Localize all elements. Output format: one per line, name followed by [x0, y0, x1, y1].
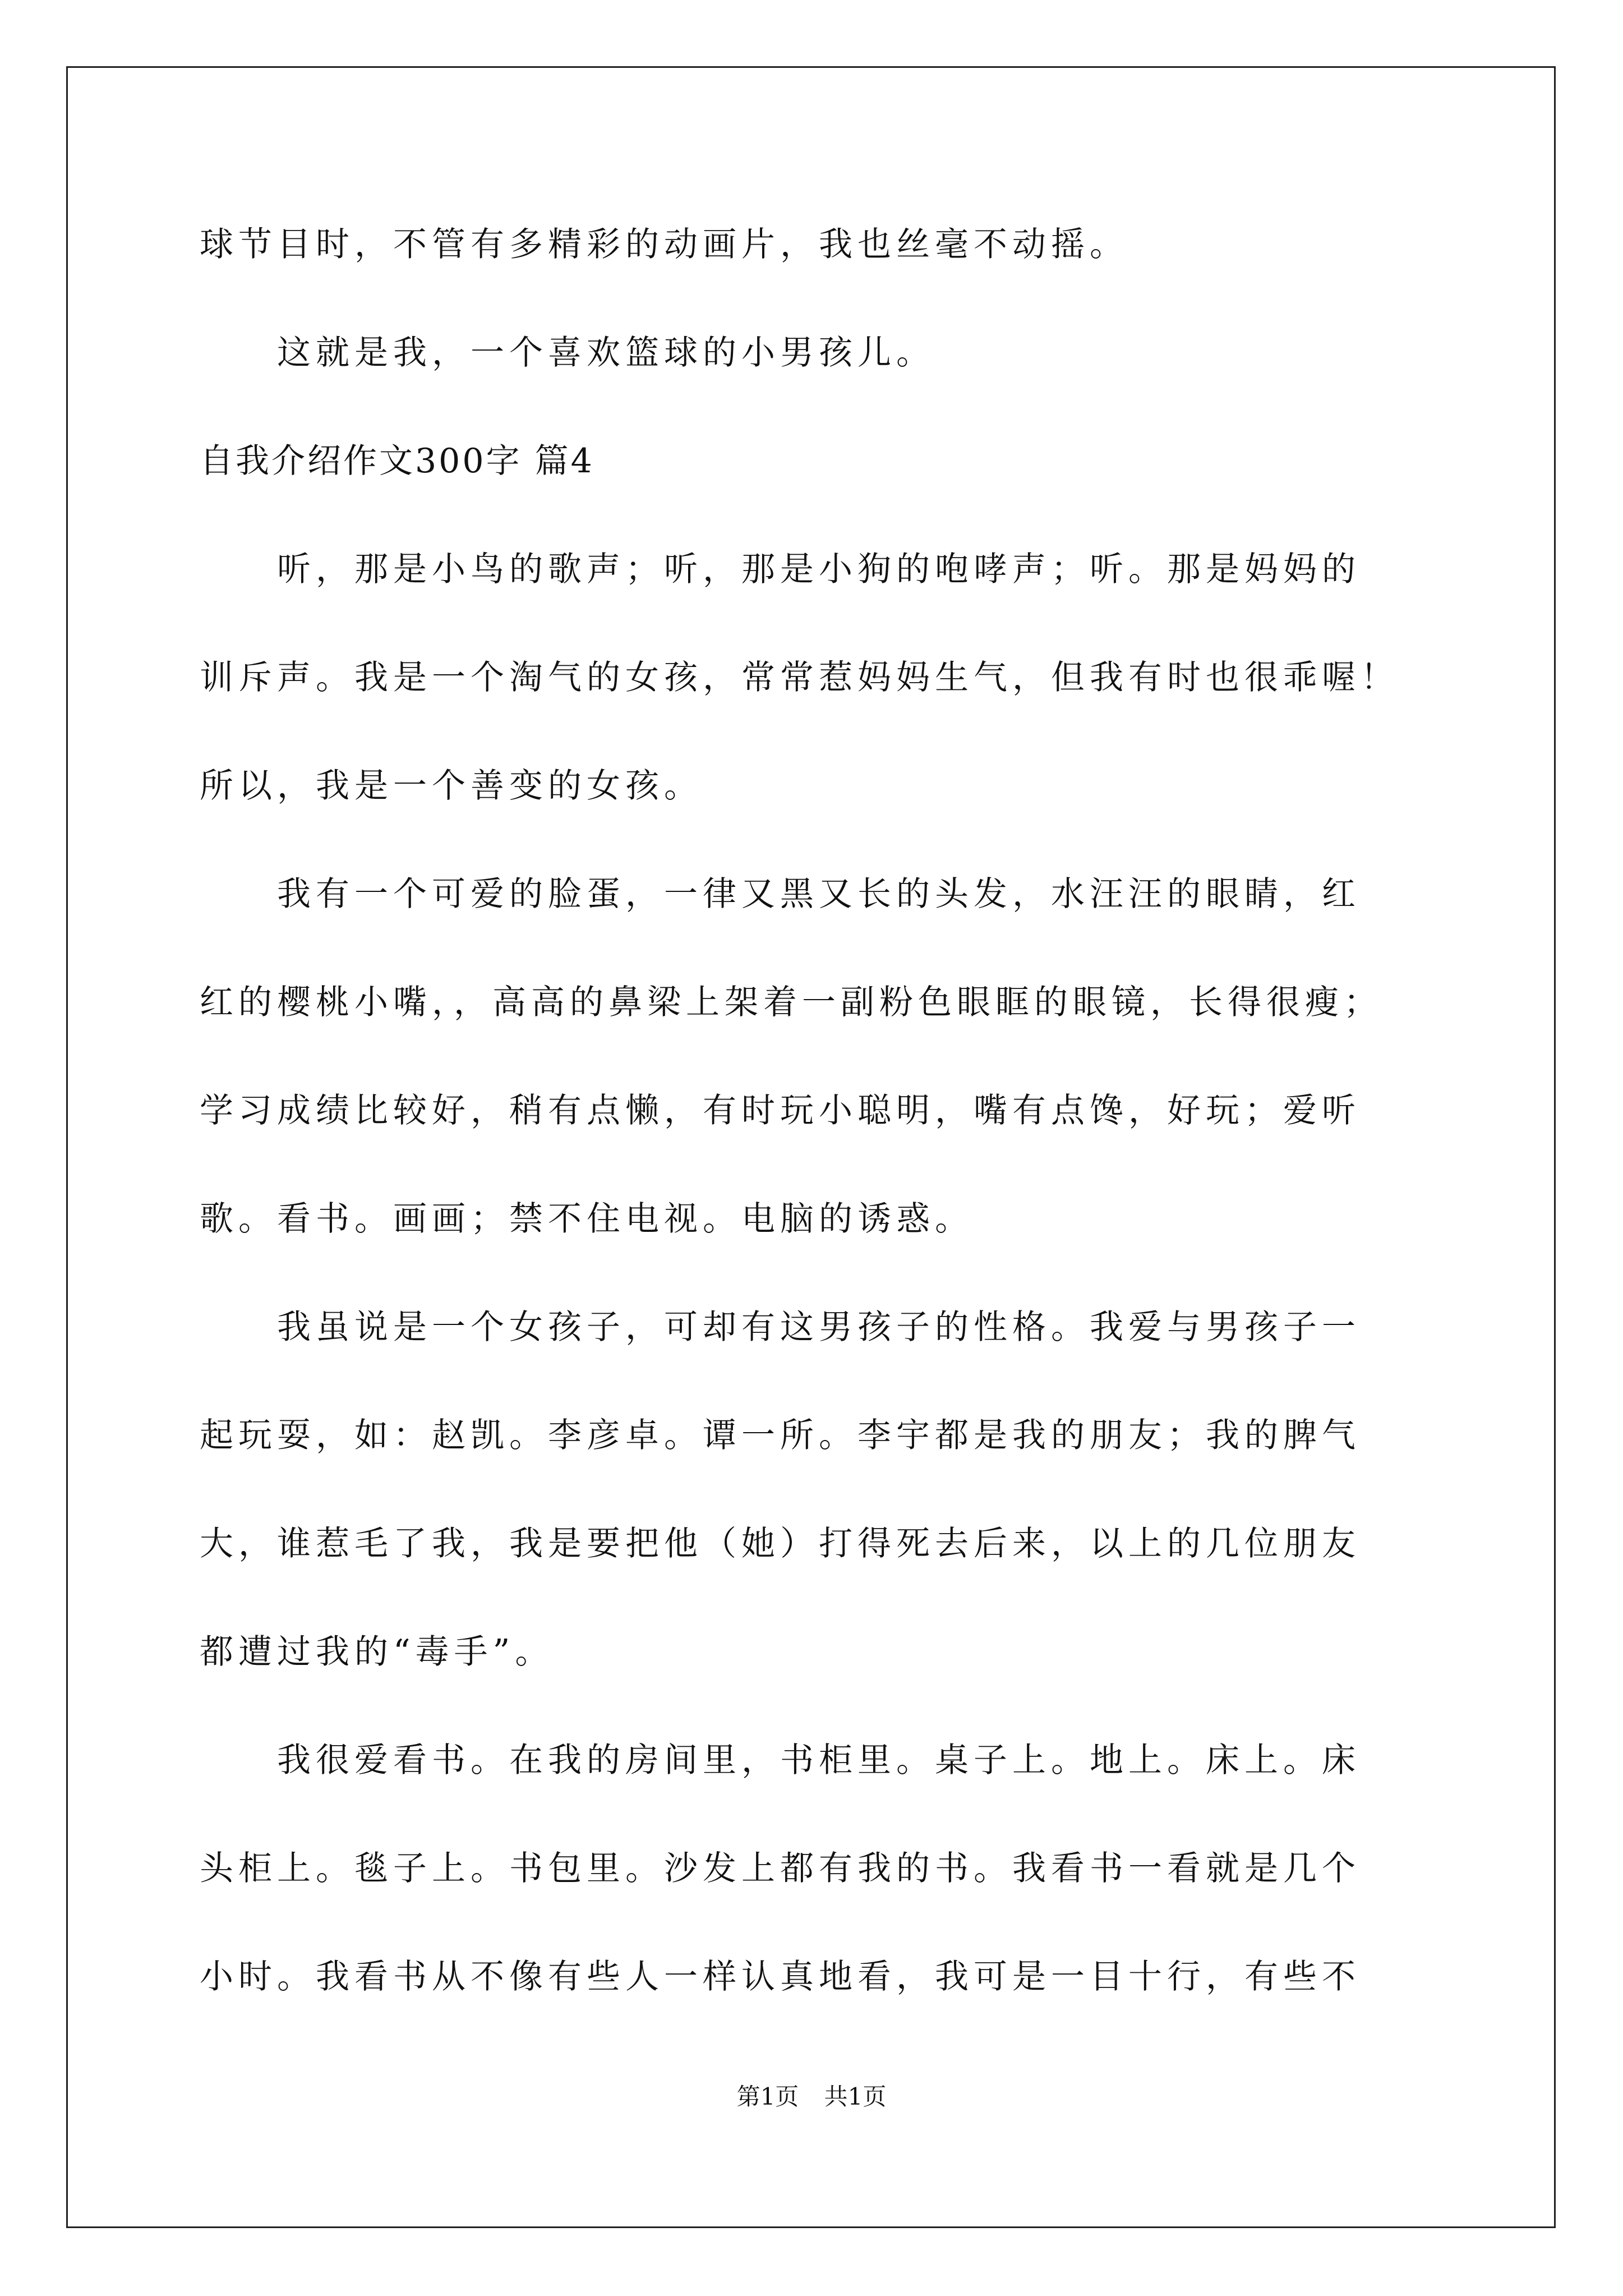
body-text-line: 我虽说是一个女孩子，可却有这男孩子的性格。我爱与男孩子一: [277, 1308, 1361, 1347]
body-text-line: 这就是我，一个喜欢篮球的小男孩儿。: [277, 333, 935, 372]
page-footer: [0, 2078, 1623, 2112]
body-text-line: 头柜上。毯子上。书包里。沙发上都有我的书。我看书一看就是几个: [200, 1849, 1361, 1888]
body-text-line: 球节目时，不管有多精彩的动画片，我也丝毫不动摇。: [200, 225, 1128, 264]
body-text-line: 红的樱桃小嘴，，高高的鼻梁上架着一副粉色眼眶的眼镜，长得很瘦；: [200, 983, 1382, 1022]
body-text-line: 所以，我是一个善变的女孩。: [200, 766, 703, 806]
body-text-line: 歌。看书。画画；禁不住电视。电脑的诱惑。: [200, 1199, 974, 1239]
body-text-line: 训斥声。我是一个淘气的女孩，常常惹妈妈生气，但我有时也很乖喔！: [200, 658, 1399, 697]
body-text-line: 大，谁惹毛了我，我是要把他（她）打得死去后来，以上的几位朋友: [200, 1524, 1361, 1563]
body-text-line: 听，那是小鸟的歌声；听，那是小狗的咆哮声；听。那是妈妈的: [277, 550, 1361, 589]
body-text-line: 都遭过我的“毒手”。: [200, 1632, 554, 1672]
document-body: [200, 191, 1433, 2031]
section-heading: 自我介绍作文300字 篇4: [200, 441, 594, 481]
body-text-line: 我有一个可爱的脸蛋，一律又黑又长的头发，水汪汪的眼睛，红: [277, 875, 1361, 914]
body-text-line: 起玩耍，如：赵凯。李彦卓。谭一所。李宇都是我的朋友；我的脾气: [200, 1416, 1361, 1455]
body-text-line: 我很爱看书。在我的房间里，书柜里。桌子上。地上。床上。床: [277, 1741, 1361, 1780]
body-text-line: 学习成绩比较好，稍有点懒，有时玩小聪明，嘴有点馋，好玩；爱听: [200, 1091, 1361, 1130]
body-text-line: 小时。我看书从不像有些人一样认真地看，我可是一目十行，有些不: [200, 1957, 1361, 1996]
page-total: 共1页: [824, 2083, 887, 2110]
page-number: 第1页: [736, 2083, 799, 2110]
